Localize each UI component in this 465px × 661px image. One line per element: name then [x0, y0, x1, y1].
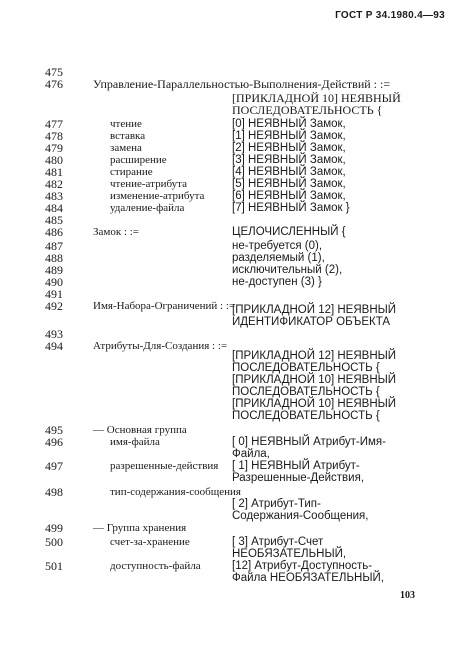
- field-label: Имя-Набора-Ограничений : :=: [93, 300, 236, 312]
- line-number: 489: [45, 263, 63, 277]
- field-value: [ 2] Атрибут-Тип-: [232, 498, 321, 510]
- line-number: 476: [45, 77, 63, 91]
- line-number: 491: [45, 287, 63, 301]
- field-label: — Основная группа: [93, 424, 187, 436]
- page-number: 103: [400, 590, 415, 601]
- field-label: Атрибуты-Для-Создания : :=: [93, 340, 228, 352]
- field-value: [ 1] НЕЯВНЫЙ Атрибут-: [232, 460, 360, 472]
- field-label: доступность-файла: [110, 560, 201, 572]
- line-number: 481: [45, 165, 63, 179]
- field-value: [1] НЕЯВНЫЙ Замок,: [232, 130, 346, 142]
- field-value: Файла НЕОБЯЗАТЕЛЬНЫЙ,: [232, 572, 384, 584]
- field-value: исключительный (2),: [232, 264, 343, 276]
- field-value: [ПРИКЛАДНОЙ 12] НЕЯВНЫЙ: [232, 304, 397, 316]
- line-number: 497: [45, 459, 63, 473]
- line-number: 488: [45, 251, 63, 265]
- line-number: 475: [45, 65, 63, 79]
- line-number: 490: [45, 275, 63, 289]
- field-value: [ПРИКЛАДНОЙ 10] НЕЯВНЫЙ: [232, 398, 397, 410]
- line-number: 498: [45, 485, 63, 499]
- field-value: не-доступен (3) }: [232, 276, 322, 288]
- field-value: ИДЕНТИФИКАТОР ОБЪЕКТА: [232, 316, 391, 328]
- code-line: [ПРИКЛАДНОЙ 10] НЕЯВНЫЙ: [232, 91, 401, 105]
- field-label: чтение: [110, 118, 142, 130]
- field-label: счет-за-хранение: [110, 536, 190, 548]
- line-number: 500: [45, 535, 63, 549]
- code-line: ПОСЛЕДОВАТЕЛЬНОСТЬ {: [232, 103, 383, 117]
- field-label: — Группа хранения: [93, 522, 187, 534]
- field-value: [0] НЕЯВНЫЙ Замок,: [232, 118, 346, 130]
- line-number: 484: [45, 201, 63, 215]
- field-value: [7] НЕЯВНЫЙ Замок }: [232, 202, 350, 214]
- field-label: изменение-атрибута: [110, 190, 205, 202]
- line-number: 499: [45, 521, 63, 535]
- field-label: удаление-файла: [110, 202, 185, 214]
- line-number: 486: [45, 225, 63, 239]
- field-label: имя-файла: [110, 436, 160, 448]
- line-number: 485: [45, 213, 63, 227]
- line-number: 482: [45, 177, 63, 191]
- line-number: 493: [45, 327, 63, 341]
- line-number: 496: [45, 435, 63, 449]
- field-value: Файла,: [232, 448, 270, 460]
- field-value: [ 0] НЕЯВНЫЙ Атрибут-Имя-: [232, 436, 386, 448]
- line-number: 495: [45, 423, 63, 437]
- field-label: чтение-атрибута: [110, 178, 187, 190]
- line-number: 479: [45, 141, 63, 155]
- line-number: 477: [45, 117, 63, 131]
- line-number: 492: [45, 299, 63, 313]
- field-value: [4] НЕЯВНЫЙ Замок,: [232, 166, 346, 178]
- field-value: [5] НЕЯВНЫЙ Замок,: [232, 178, 346, 190]
- field-value: [6] НЕЯВНЫЙ Замок,: [232, 190, 346, 202]
- field-value: [ПРИКЛАДНОЙ 12] НЕЯВНЫЙ: [232, 350, 397, 362]
- field-label: стирание: [110, 166, 153, 178]
- field-label: Замок : :=: [93, 226, 140, 238]
- field-label: замена: [110, 142, 142, 154]
- field-value: не-требуется (0),: [232, 240, 323, 252]
- field-value: [3] НЕЯВНЫЙ Замок,: [232, 154, 346, 166]
- document-header: ГОСТ Р 34.1980.4—93: [335, 10, 445, 21]
- field-label: расширение: [110, 154, 167, 166]
- field-value: ПОСЛЕДОВАТЕЛЬНОСТЬ {: [232, 386, 380, 398]
- line-number: 483: [45, 189, 63, 203]
- code-line: Управление-Параллельностью-Выполнения-Действий : :=: [93, 77, 391, 91]
- field-value: Содержания-Сообщения,: [232, 510, 369, 522]
- field-value: ПОСЛЕДОВАТЕЛЬНОСТЬ {: [232, 362, 380, 374]
- line-number: 501: [45, 559, 63, 573]
- field-value: [ 3] Атрибут-Счет: [232, 536, 324, 548]
- field-value: [2] НЕЯВНЫЙ Замок,: [232, 142, 346, 154]
- field-value: ЦЕЛОЧИСЛЕННЫЙ {: [232, 226, 346, 238]
- field-value: [ПРИКЛАДНОЙ 10] НЕЯВНЫЙ: [232, 374, 397, 386]
- field-value: разделяемый (1),: [232, 252, 325, 264]
- line-number: 487: [45, 239, 63, 253]
- line-number: 494: [45, 339, 63, 353]
- field-label: разрешенные-действия: [110, 460, 219, 472]
- field-label: тип-содержания-сообщения: [110, 486, 241, 498]
- line-number: 478: [45, 129, 63, 143]
- field-label: вставка: [110, 130, 146, 142]
- field-value: [12] Атрибут-Доступность-: [232, 560, 373, 572]
- field-value: НЕОБЯЗАТЕЛЬНЫЙ,: [232, 548, 347, 560]
- field-value: ПОСЛЕДОВАТЕЛЬНОСТЬ {: [232, 410, 380, 422]
- field-value: Разрешенные-Действия,: [232, 472, 365, 484]
- line-number: 480: [45, 153, 63, 167]
